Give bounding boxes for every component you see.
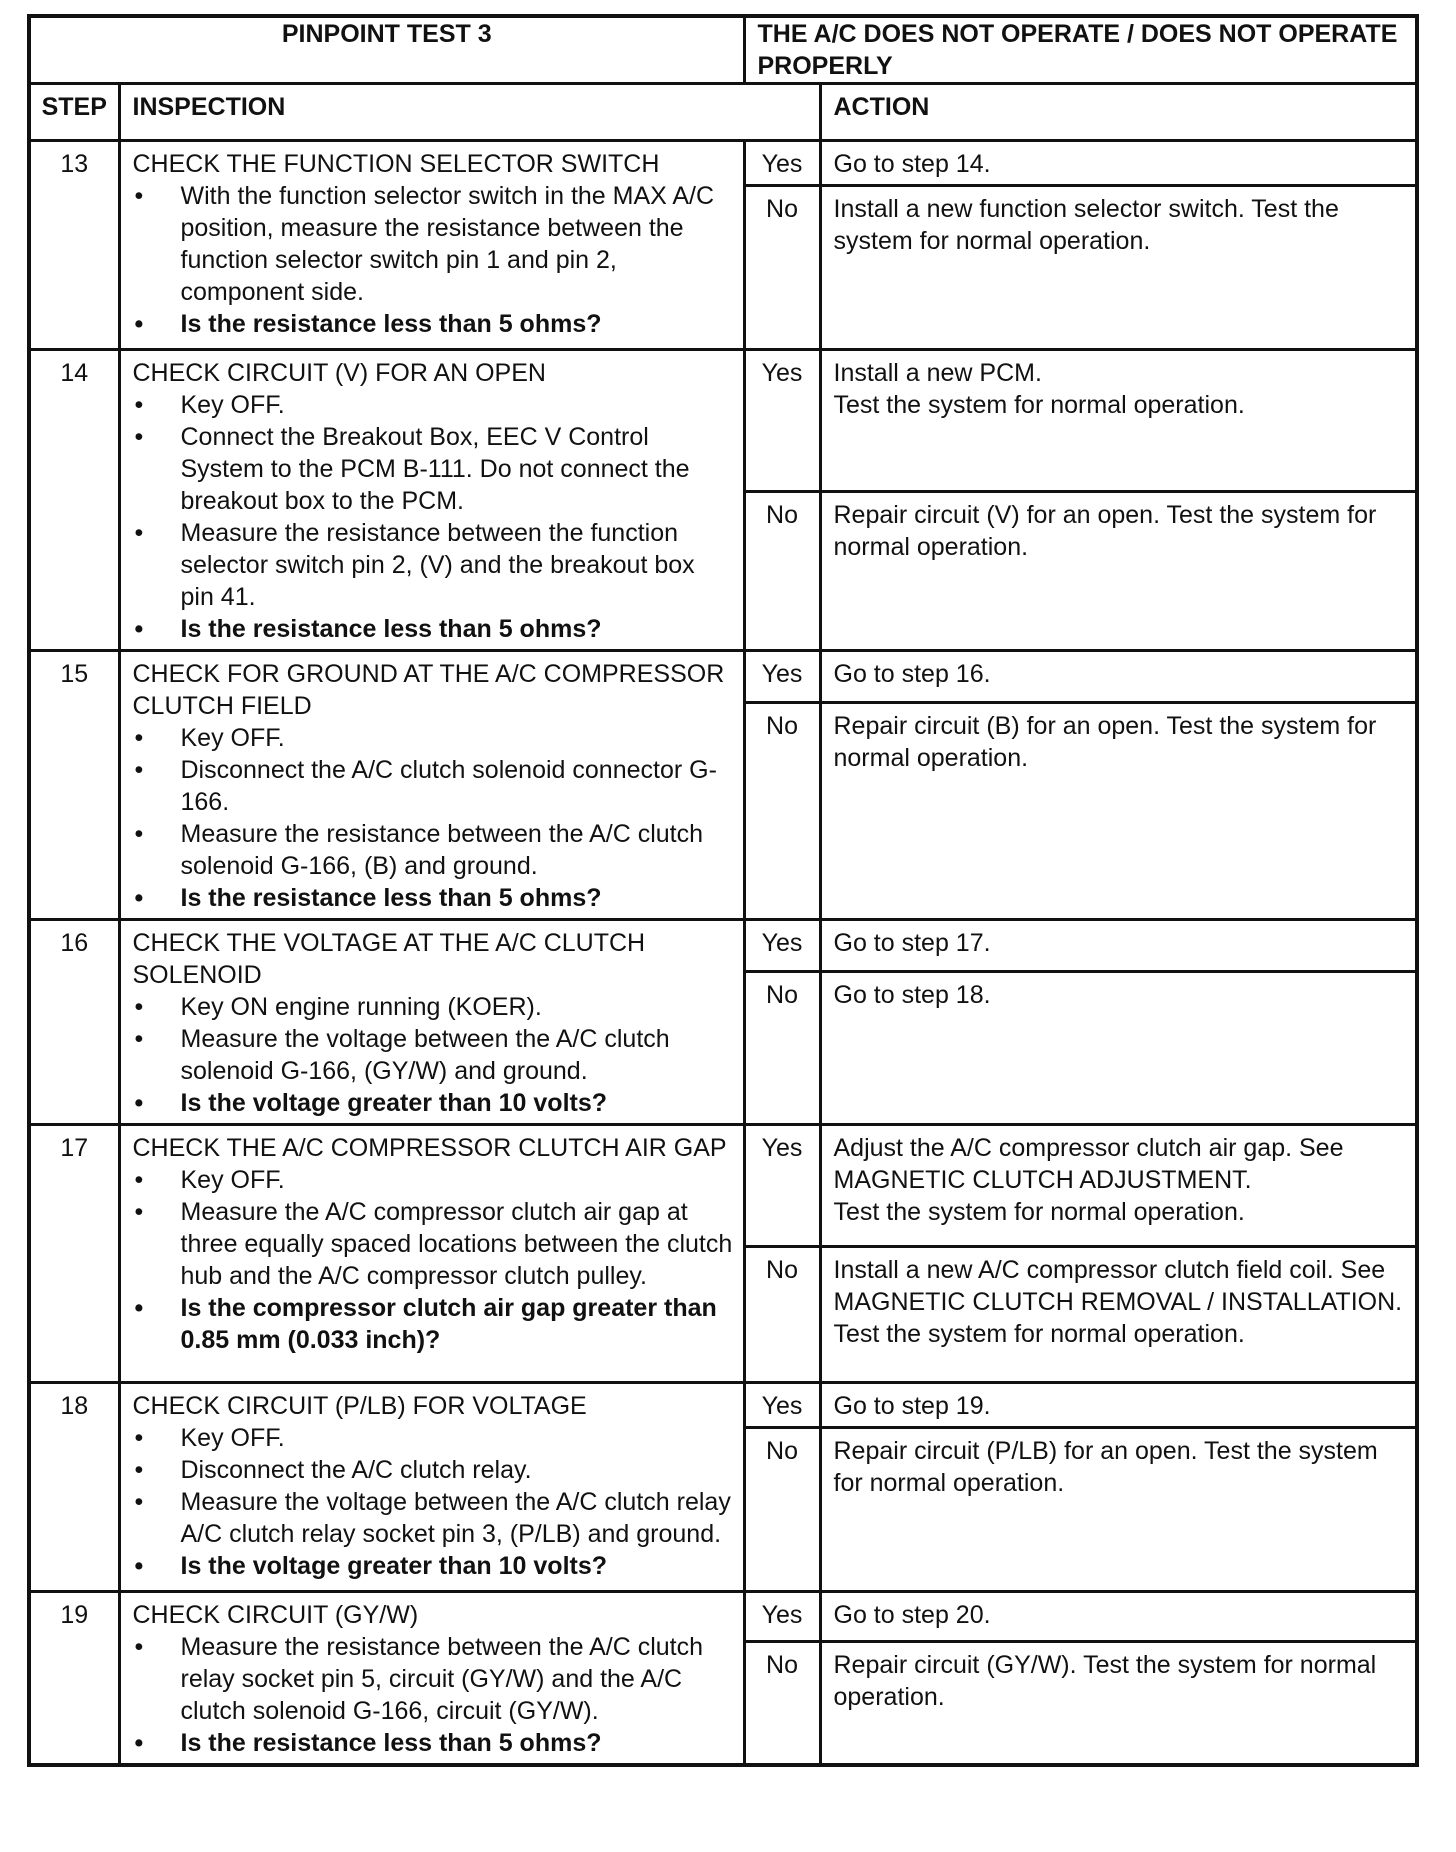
- yes-action: [820, 1592, 1417, 1642]
- inspection-question: • Is the resistance less than 5 ohms?: [133, 308, 735, 340]
- yes-action-text: Adjust the A/C compressor clutch air gap. See MAGNETIC CLUTCH ADJUSTMENT.: [833, 1134, 1344, 1194]
- inspection-title: CHECK CIRCUIT (V) FOR AN OPEN: [132, 359, 546, 387]
- inspection-cell: [119, 350, 744, 651]
- inspection-cell: [119, 1592, 744, 1766]
- yes-label: Yes: [744, 651, 820, 703]
- inspection-bullet: • Measure the A/C compressor clutch air gap at three equally spaced locations between the clutch hub and the A/C compressor clutch pulley.: [133, 1196, 735, 1292]
- step-row-yes: [29, 1125, 1417, 1247]
- inspection-title: CHECK FOR GROUND AT THE A/C COMPRESSOR CLUTCH FIELD: [132, 660, 725, 720]
- inspection-title: CHECK THE FUNCTION SELECTOR SWITCH: [132, 150, 660, 178]
- inspection-bullet: • Measure the resistance between the function selector switch pin 2, (V) and the breakout box pin 41.: [133, 517, 735, 613]
- step-row-yes: [29, 350, 1417, 492]
- yes-label: Yes: [744, 1125, 820, 1247]
- yes-action-text: Install a new PCM.: [833, 359, 1042, 387]
- yes-action-text: Go to step 14.: [833, 150, 991, 178]
- column-header-step: STEP: [29, 84, 119, 141]
- no-label: No: [744, 1642, 820, 1765]
- yes-action-text: Go to step 20.: [833, 1601, 991, 1629]
- inspection-cell: [119, 920, 744, 1125]
- inspection-title: CHECK THE VOLTAGE AT THE A/C CLUTCH SOLENOID: [132, 929, 646, 989]
- inspection-bullet: • Key OFF.: [133, 722, 735, 754]
- yes-label: Yes: [744, 1383, 820, 1428]
- yes-action: [820, 651, 1417, 703]
- inspection-bullet: • Measure the resistance between the A/C clutch solenoid G-166, (B) and ground.: [133, 818, 735, 882]
- inspection-bullets: [133, 1631, 735, 1759]
- no-action-text: Install a new A/C compressor clutch field coil. See MAGNETIC CLUTCH REMOVAL / INSTALLATION. Test the system for normal operation.: [833, 1256, 1403, 1348]
- no-label: No: [744, 1428, 820, 1592]
- yes-action-text: Go to step 17.: [833, 929, 991, 957]
- no-action: [820, 1428, 1417, 1592]
- test-name: PINPOINT TEST 3: [29, 16, 744, 84]
- inspection-bullet: • Key OFF.: [133, 1164, 735, 1196]
- step-number: 16: [29, 920, 119, 1125]
- yes-action: [820, 141, 1417, 186]
- inspection-bullet: • Measure the voltage between the A/C clutch solenoid G-166, (GY/W) and ground.: [133, 1023, 735, 1087]
- no-action: [820, 1642, 1417, 1765]
- yes-action-text: Go to step 16.: [833, 660, 991, 688]
- column-header-inspection: INSPECTION: [119, 84, 820, 141]
- yes-label: Yes: [744, 920, 820, 972]
- no-action: [820, 971, 1417, 1124]
- step-number: 15: [29, 651, 119, 920]
- yes-action-text: Test the system for normal operation.: [833, 1198, 1245, 1226]
- no-action-text: Repair circuit (B) for an open. Test the system for normal operation.: [833, 711, 1377, 772]
- inspection-title: CHECK CIRCUIT (P/LB) FOR VOLTAGE: [132, 1392, 587, 1420]
- no-action: [820, 702, 1417, 920]
- no-action-text: Repair circuit (V) for an open. Test the system for normal operation.: [833, 501, 1377, 562]
- pinpoint-test-document: [27, 14, 1415, 1767]
- inspection-bullets: [133, 389, 735, 645]
- step-number: 19: [29, 1592, 119, 1766]
- inspection-bullet: • Measure the voltage between the A/C clutch relay A/C clutch relay socket pin 3, (P/LB) and ground.: [133, 1486, 735, 1550]
- yes-action: [820, 1125, 1417, 1247]
- step-row-yes: [29, 651, 1417, 703]
- step-number: 18: [29, 1383, 119, 1592]
- inspection-question: • Is the resistance less than 5 ohms?: [133, 1727, 735, 1759]
- no-action-text: Go to step 18.: [833, 980, 991, 1009]
- column-header-action: ACTION: [820, 84, 1417, 141]
- step-row-yes: [29, 1383, 1417, 1428]
- inspection-title: CHECK THE A/C COMPRESSOR CLUTCH AIR GAP: [132, 1134, 727, 1162]
- step-number: 13: [29, 141, 119, 350]
- step-number: 14: [29, 350, 119, 651]
- test-title: THE A/C DOES NOT OPERATE / DOES NOT OPERATE PROPERLY: [744, 16, 1417, 84]
- inspection-title: CHECK CIRCUIT (GY/W): [132, 1601, 419, 1629]
- inspection-cell: [119, 1383, 744, 1592]
- yes-action-text: Go to step 19.: [833, 1392, 991, 1420]
- inspection-bullet: • Key OFF.: [133, 389, 735, 421]
- no-action-text: Repair circuit (GY/W). Test the system for normal operation.: [833, 1651, 1377, 1712]
- no-action-text: Install a new function selector switch. Test the system for normal operation.: [833, 195, 1339, 255]
- title-row: [29, 16, 1417, 84]
- step-row-yes: [29, 1592, 1417, 1642]
- no-action-text: Repair circuit (P/LB) for an open. Test the system for normal operation.: [833, 1437, 1378, 1497]
- inspection-question: • Is the voltage greater than 10 volts?: [133, 1087, 735, 1119]
- inspection-bullets: [133, 991, 735, 1119]
- no-action: [820, 492, 1417, 651]
- inspection-bullet: • With the function selector switch in the MAX A/C position, measure the resistance between the function selector switch pin 1 and pin 2, component side.: [133, 180, 735, 308]
- inspection-bullets: [133, 1164, 735, 1356]
- inspection-bullet: • Key OFF.: [133, 1422, 735, 1454]
- no-action: [820, 186, 1417, 350]
- inspection-question: • Is the compressor clutch air gap greater than 0.85 mm (0.033 inch)?: [133, 1292, 735, 1356]
- yes-action: [820, 1383, 1417, 1428]
- inspection-question: • Is the voltage greater than 10 volts?: [133, 1550, 735, 1582]
- no-label: No: [744, 1247, 820, 1383]
- step-row-yes: [29, 920, 1417, 972]
- inspection-cell: [119, 651, 744, 920]
- inspection-bullets: [133, 722, 735, 914]
- inspection-question: • Is the resistance less than 5 ohms?: [133, 882, 735, 914]
- inspection-bullets: [133, 1422, 735, 1582]
- yes-action: [820, 920, 1417, 972]
- no-label: No: [744, 492, 820, 651]
- inspection-bullet: • Key ON engine running (KOER).: [133, 991, 735, 1023]
- column-header-row: [29, 84, 1417, 141]
- yes-action: [820, 350, 1417, 492]
- step-number: 17: [29, 1125, 119, 1383]
- no-action: [820, 1247, 1417, 1383]
- inspection-bullet: • Measure the resistance between the A/C clutch relay socket pin 5, circuit (GY/W) and the A/C clutch solenoid G-166, circuit (GY/W).: [133, 1631, 735, 1727]
- yes-action-text: Test the system for normal operation.: [833, 391, 1245, 419]
- yes-label: Yes: [744, 1592, 820, 1642]
- inspection-bullets: [133, 180, 735, 340]
- yes-label: Yes: [744, 141, 820, 186]
- pinpoint-test-table: [27, 14, 1419, 1767]
- yes-label: Yes: [744, 350, 820, 492]
- inspection-bullet: • Disconnect the A/C clutch relay.: [133, 1454, 735, 1486]
- inspection-bullet: • Disconnect the A/C clutch solenoid connector G-166.: [133, 754, 735, 818]
- inspection-cell: [119, 1125, 744, 1383]
- inspection-bullet: • Connect the Breakout Box, EEC V Control System to the PCM B-111. Do not connect the breakout box to the PCM.: [133, 421, 735, 517]
- no-label: No: [744, 702, 820, 920]
- no-label: No: [744, 186, 820, 350]
- inspection-question: • Is the resistance less than 5 ohms?: [133, 613, 735, 645]
- inspection-cell: [119, 141, 744, 350]
- step-row-yes: [29, 141, 1417, 186]
- no-label: No: [744, 971, 820, 1124]
